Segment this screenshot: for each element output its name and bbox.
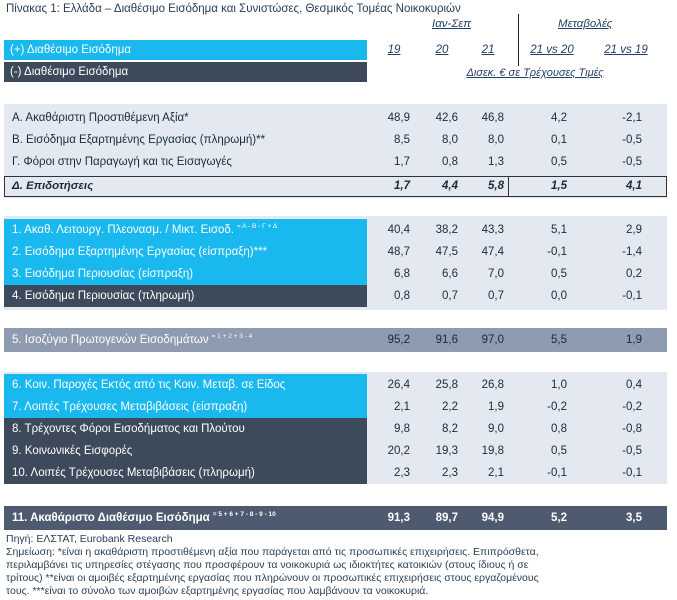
change-cell: 1,0: [551, 379, 567, 391]
value-cell: 46,8: [481, 112, 504, 124]
row-label: [4, 507, 367, 529]
subsidies-row-divider: [508, 176, 509, 197]
row-label-text: Δ. Επιδοτήσεις: [12, 180, 94, 192]
row-label-text: 3. Εισόδημα Περιουσίας (είσπραξη): [12, 268, 194, 280]
value-cell: 7,0: [488, 268, 504, 280]
row-label-text: Α. Ακαθάριστη Προστιθέμενη Αξία*: [12, 112, 189, 124]
value-cell: 0,7: [442, 290, 458, 302]
footnote-line-4: τους. ***είναι το σύνολο των αμοιβών εξαρτημένης εργασίας που λαμβάνουν τα νοικοκυριά.: [6, 585, 429, 597]
row-label: [4, 241, 367, 263]
changes-header: Μεταβολές: [558, 18, 613, 30]
change-21-vs-19: 21 vs 19: [604, 44, 648, 56]
value-cell: 43,3: [481, 224, 504, 236]
change-cell: 2,9: [626, 224, 642, 236]
value-cell: 4,4: [442, 180, 458, 192]
value-cell: 8,0: [442, 134, 458, 146]
row-label-text: Β. Εισόδημα Εξαρτημένης Εργασίας (πληρωμή)**: [12, 134, 266, 146]
period-header: Ιαν-Σεπ: [432, 18, 471, 30]
value-cell: 48,7: [387, 246, 410, 258]
header-divider: [518, 14, 519, 66]
row-label: [4, 219, 367, 241]
value-cell: 25,8: [435, 379, 458, 391]
row-label-text: 9. Κοινωνικές Εισφορές: [12, 445, 133, 457]
year-20: 20: [435, 44, 449, 56]
change-cell: 1,5: [551, 180, 567, 192]
value-cell: 1,3: [488, 156, 504, 168]
value-cell: 95,2: [387, 334, 410, 346]
row-label-text: 11. Ακαθάριστο Διαθέσιμο Εισόδημα: [12, 512, 210, 524]
change-cell: 5,1: [551, 224, 567, 236]
change-cell: 4,2: [551, 112, 567, 124]
source-note: Πηγή: ΕΛΣΤΑΤ, Eurobank Research: [6, 533, 173, 545]
footnote-line-2: περιλαμβάνει τις υπηρεσίες στέγασης που προσφέρουν τα νοικοκυριά ως ιδιοκτήτες κατοικιών (στους ίδιους ή σε: [6, 559, 529, 571]
row-label: [4, 263, 367, 285]
value-cell: 26,4: [387, 379, 410, 391]
footnote-line-3: τρίτους) **είναι οι αμοιβές εξαρτημένης εργασίας που πληρώνουν οι προσωπικές επιχειρήσεις στους εργαζομένους: [6, 572, 539, 584]
change-cell: 0,5: [551, 268, 567, 280]
value-cell: 38,2: [435, 224, 458, 236]
row-label: [4, 440, 367, 462]
row-label: [4, 107, 367, 129]
value-cell: 0,8: [442, 156, 458, 168]
change-cell: 0,5: [551, 156, 567, 168]
value-cell: 2,1: [394, 401, 410, 413]
change-cell: 5,2: [551, 512, 567, 524]
table-title: Πίνακας 1: Ελλάδα – Διαθέσιμο Εισόδημα και Συνιστώσες, Θεσμικός Τομέας Νοικοκυριών: [6, 3, 461, 15]
change-cell: -0,8: [622, 423, 642, 435]
row-formula: = 1 + 2 + 3 - 4: [211, 333, 253, 341]
value-cell: 1,7: [394, 156, 410, 168]
row-label: [4, 151, 367, 173]
change-cell: -1,4: [622, 246, 642, 258]
change-cell: -0,1: [622, 290, 642, 302]
value-cell: 94,9: [481, 512, 504, 524]
value-cell: 8,5: [394, 134, 410, 146]
row-label-text: 5. Ισοζύγιο Πρωτογενών Εισοδημάτων: [12, 334, 209, 346]
row-label-text: 1. Ακαθ. Λειτουργ. Πλεονασμ. / Μικτ. Εισοδ.: [12, 224, 234, 236]
value-cell: 91,3: [387, 512, 410, 524]
change-cell: -0,2: [547, 401, 567, 413]
change-cell: -0,1: [547, 246, 567, 258]
row-label: [4, 418, 367, 440]
value-cell: 1,9: [488, 401, 504, 413]
year-19: 19: [387, 44, 401, 56]
value-cell: 42,6: [435, 112, 458, 124]
value-cell: 5,8: [488, 180, 504, 192]
value-cell: 48,9: [387, 112, 410, 124]
row-label-text: 6. Κοιν. Παροχές Εκτός από τις Κοιν. Μεταβ. σε Είδος: [12, 379, 286, 391]
change-cell: 0,1: [551, 134, 567, 146]
row-label-text: 2. Εισόδημα Εξαρτημένης Εργασίας (είσπραξη)***: [12, 246, 268, 258]
change-cell: -0,1: [547, 467, 567, 479]
value-cell: 2,3: [442, 467, 458, 479]
row-label: [4, 129, 367, 151]
value-cell: 47,5: [435, 246, 458, 258]
unit-label: Δισεκ. € σε Τρέχουσες Τιμές: [466, 67, 604, 79]
change-21-vs-20: 21 vs 20: [530, 44, 574, 56]
value-cell: 2,1: [488, 467, 504, 479]
legend-minus: (-) Διαθέσιμο Εισόδημα: [4, 62, 367, 82]
value-cell: 1,7: [394, 180, 410, 192]
row-label: [4, 285, 367, 307]
row-label: [4, 396, 367, 418]
change-cell: 0,8: [551, 423, 567, 435]
change-cell: 0,5: [551, 445, 567, 457]
change-cell: 0,0: [551, 290, 567, 302]
value-cell: 9,8: [394, 423, 410, 435]
value-cell: 19,3: [435, 445, 458, 457]
change-cell: 0,4: [626, 379, 642, 391]
value-cell: 2,2: [442, 401, 458, 413]
footnote-line-1: Σημείωση: *είναι η ακαθάριστη προστιθέμενη αξία που παράγεται από τις προσωπικές επιχειρήσεις. Επιπρόσθετα,: [6, 546, 539, 558]
row-label-text: 8. Τρέχοντες Φόροι Εισοδήματος και Πλούτου: [12, 423, 245, 435]
change-cell: 4,1: [626, 180, 642, 192]
row-label: [4, 374, 367, 396]
change-cell: 1,9: [626, 334, 642, 346]
change-cell: -0,5: [622, 445, 642, 457]
change-cell: 5,5: [551, 334, 567, 346]
value-cell: 26,8: [481, 379, 504, 391]
value-cell: 0,8: [394, 290, 410, 302]
value-cell: 89,7: [435, 512, 458, 524]
value-cell: 20,2: [387, 445, 410, 457]
value-cell: 6,6: [442, 268, 458, 280]
row-label-text: 10. Λοιπές Τρέχουσες Μεταβιβάσεις (πληρωμή): [12, 467, 255, 479]
value-cell: 8,0: [488, 134, 504, 146]
value-cell: 9,0: [488, 423, 504, 435]
value-cell: 47,4: [481, 246, 504, 258]
row-formula: = 5 + 6 + 7 - 8 - 9 - 10: [212, 511, 276, 519]
value-cell: 8,2: [442, 423, 458, 435]
row-label: [4, 462, 367, 484]
value-cell: 2,3: [394, 467, 410, 479]
row-label-text: 4. Εισόδημα Περιουσίας (πληρωμή): [12, 290, 195, 302]
year-21: 21: [481, 44, 495, 56]
value-cell: 0,7: [488, 290, 504, 302]
row-label: [4, 175, 367, 197]
legend-plus: (+) Διαθέσιμο Εισόδημα: [4, 40, 367, 60]
value-cell: 97,0: [481, 334, 504, 346]
change-cell: 3,5: [626, 512, 642, 524]
value-cell: 91,6: [435, 334, 458, 346]
row-formula: = Α - Β - Γ + Δ: [236, 223, 278, 231]
row-label-text: Γ. Φόροι στην Παραγωγή και τις Εισαγωγές: [12, 156, 232, 168]
row-label: [4, 329, 367, 351]
value-cell: 19,8: [481, 445, 504, 457]
change-cell: -0,2: [622, 401, 642, 413]
change-cell: -0,5: [622, 134, 642, 146]
change-cell: -0,1: [622, 467, 642, 479]
change-cell: -2,1: [622, 112, 642, 124]
value-cell: 40,4: [387, 224, 410, 236]
change-cell: 0,2: [626, 268, 642, 280]
row-label-text: 7. Λοιπές Τρέχουσες Μεταβιβάσεις (είσπραξη): [12, 401, 248, 413]
change-cell: -0,5: [622, 156, 642, 168]
value-cell: 6,8: [394, 268, 410, 280]
